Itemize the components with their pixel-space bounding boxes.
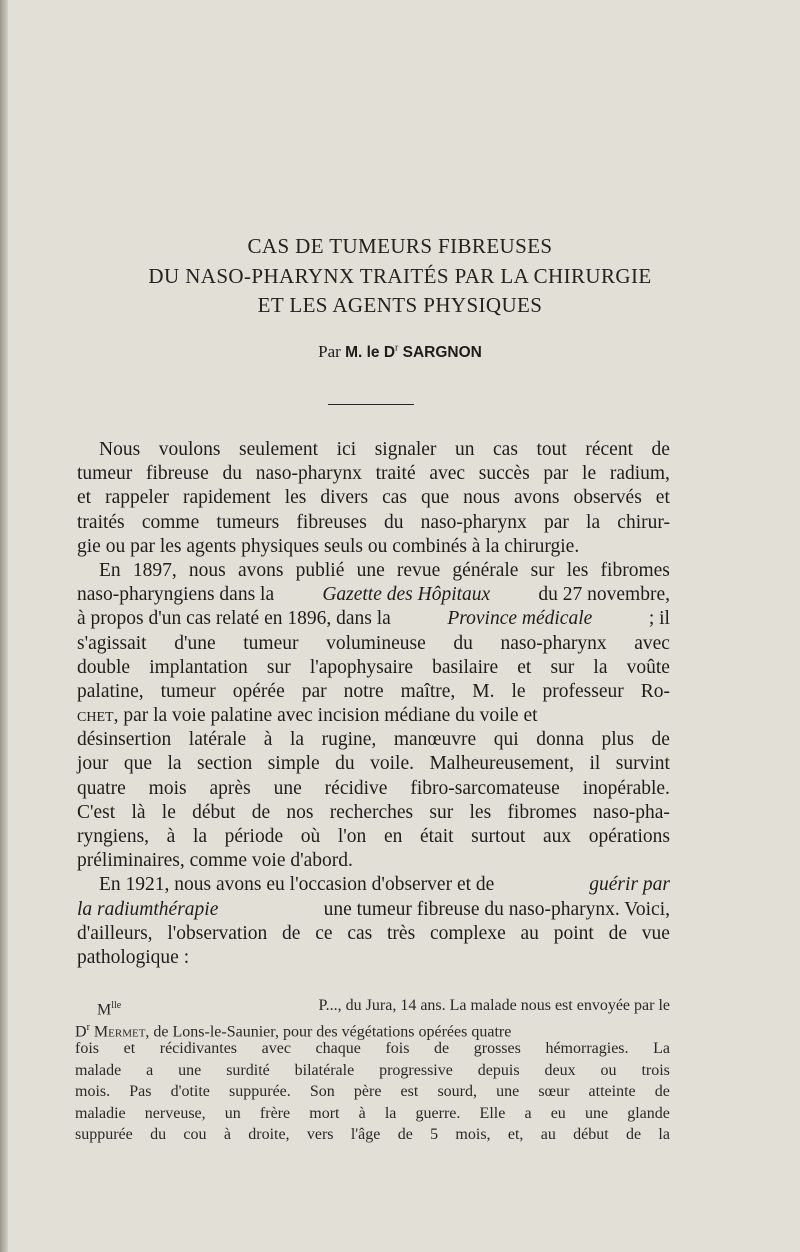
p2-line-8: désinsertion latérale à la rugine, manœuvre qui donna plus de <box>77 729 670 751</box>
p1-line-3: et rappeler rapidement les divers cas que nous avons observés et <box>77 487 670 509</box>
p2-line-2-b: du 27 novembre, <box>538 584 670 606</box>
author-name: SARGNON <box>402 344 482 361</box>
p1-line-2: tumeur fibreuse du naso-pharynx traité avec succès par le radium, <box>77 463 670 485</box>
p2-line-3-a: à propos d'un cas relaté en 1896, dans la <box>77 608 391 630</box>
article-title <box>0 232 800 321</box>
note-line-4: malade a une surdité bilatérale progressive depuis deux ou trois <box>75 1061 670 1079</box>
p2-line-3 <box>77 607 670 631</box>
note-line-3: fois et récidivantes avec chaque fois de grosses hémorragies. La <box>75 1040 670 1057</box>
p3-line-3: d'ailleurs, l'observation de ce cas très complexe au point de vue <box>77 922 670 944</box>
p2-line-7 <box>77 704 670 728</box>
p2-line-6: palatine, tumeur opérée par notre maître, M. le professeur Ro- <box>77 680 670 702</box>
p3-line-2-b: une tumeur fibreuse du naso-pharynx. Voici, <box>323 898 670 920</box>
p2-province-title: Province médicale <box>447 608 593 630</box>
p2-line-2 <box>77 583 670 607</box>
p2-line-10: quatre mois après une récidive fibro-sarcomateuse inopérable. <box>77 777 670 799</box>
p2-line-4: s'agissait d'une tumeur volumineuse du naso-pharynx avec <box>77 632 670 654</box>
p2-line-5: double implantation sur l'apophysaire basilaire et sur la voûte <box>77 656 670 678</box>
p3-line-2 <box>77 898 670 922</box>
note-line-1 <box>75 995 670 1017</box>
title-line-3: ET LES AGENTS PHYSIQUES <box>257 293 543 317</box>
note-line-5: mois. Pas d'otite suppurée. Son père est sourd, une sœur atteinte de <box>75 1083 670 1100</box>
note-line-2-sup: r <box>86 1021 90 1033</box>
note-line-1-a: M <box>97 1001 112 1019</box>
p2-rochet-name: chet <box>77 705 114 727</box>
p3-line-2-italic: la radiumthérapie <box>77 898 219 920</box>
author-title-sup: r <box>395 342 399 354</box>
title-line-1: CAS DE TUMEURS FIBREUSES <box>247 234 553 258</box>
p1-line-1: Nous voulons seulement ici signaler un cas tout récent de <box>99 439 670 460</box>
p2-line-11: C'est là le début de nos recherches sur les fibromes naso-pha- <box>77 801 670 823</box>
p2-line-7-b: , par la voie palatine avec incision médiane du voile et <box>113 705 538 727</box>
p3-line-1 <box>77 873 670 897</box>
note-line-2-b: , de Lons-le-Saunier, pour des végétations opérées quatre <box>145 1022 512 1040</box>
p2-line-1: En 1897, nous avons publié une revue générale sur les fibromes <box>99 559 670 581</box>
p1-line-5: gie ou par les agents physiques seuls ou combinés à la chirurgie. <box>77 535 580 557</box>
p2-line-12: ryngiens, à la période où l'on en était surtout aux opérations <box>77 826 670 847</box>
case-observation-note <box>75 995 670 1146</box>
p3-line-4: pathologique : <box>77 946 190 968</box>
note-line-6: maladie nerveuse, un frère mort à la guerre. Elle a eu une glande <box>75 1104 670 1122</box>
p2-line-3-b: ; il <box>648 608 670 630</box>
body-text <box>77 438 670 970</box>
title-separator-rule <box>328 404 414 405</box>
note-line-2-a: D <box>75 1022 87 1040</box>
title-line-2: DU NASO-PHARYNX TRAITÉS PAR LA CHIRURGIE <box>148 263 652 288</box>
note-line-7: suppurée du cou à droite, vers l'âge de 5 mois, et, au début de la <box>75 1126 670 1143</box>
p2-gazette-title: Gazette des Hôpitaux <box>322 584 491 606</box>
note-line-1-sup: lle <box>111 1000 122 1011</box>
note-line-2 <box>75 1017 670 1039</box>
author-title: M. le D <box>345 344 396 361</box>
p2-line-2-a: naso-pharyngiens dans la <box>77 584 275 606</box>
p2-line-9: jour que la section simple du voile. Malheureusement, il survint <box>77 753 670 775</box>
author-byline <box>0 342 800 362</box>
p2-line-13: préliminaires, comme voie d'abord. <box>77 850 353 872</box>
page-edge-shadow <box>0 0 8 1252</box>
p3-line-1-a: En 1921, nous avons eu l'occasion d'observer et de <box>99 874 495 896</box>
author-prefix: Par <box>318 342 341 361</box>
p3-line-1-italic: guérir par <box>589 874 670 896</box>
note-line-1-b: P..., du Jura, 14 ans. La malade nous est envoyée par le <box>318 997 670 1014</box>
note-mermet-name: Mermet <box>93 1022 146 1040</box>
p1-line-4: traités comme tumeurs fibreuses du naso-pharynx par la chirur- <box>77 511 670 533</box>
